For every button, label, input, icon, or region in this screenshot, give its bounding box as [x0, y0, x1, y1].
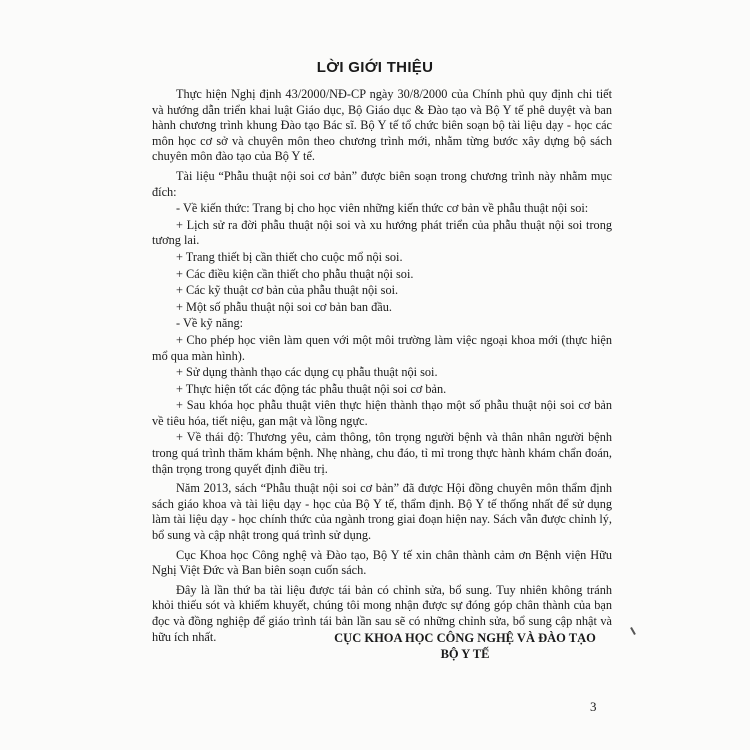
list-item: + Một số phẫu thuật nội soi cơ bản ban đầu.	[176, 299, 392, 314]
page-title: LỜI GIỚI THIỆU	[316, 59, 434, 76]
list-item: + Sử dụng thành thạo các dụng cụ phẫu thuật nội soi.	[176, 365, 438, 380]
signature-line-1: CỤC KHOA HỌC CÔNG NGHỆ VÀ ĐÀO TẠO	[334, 631, 596, 645]
paragraph-reprint: Đây là lần thứ ba tài liệu được tái bản có chỉnh sửa, bổ sung. Tuy nhiên không tránh khỏi thiếu sót và khiếm khuyết, chúng tôi mong nhận được sự đóng góp chân thành của bạn đọc và đồng nghiệp để giáo trình tái bản lần sau sẽ có những chỉnh sửa, bổ sung cập nhật và hữu ích nhất.	[152, 582, 612, 644]
paragraph-intro: Thực hiện Nghị định 43/2000/NĐ-CP ngày 30/8/2000 của Chính phủ quy định chi tiết và hướng dẫn triển khai luật Giáo dục, Bộ Giáo dục & Đào tạo và Bộ Y tế phê duyệt và ban hành chương trình khung Đào tạo Bác sĩ. Bộ Y tế tổ chức biên soạn bộ tài liệu dạy - học các môn học cơ sở và chuyên môn theo chương trình mới, nhằm từng bước xây dựng bộ sách chuyên môn đào tạo của Bộ Y tế.	[152, 87, 612, 164]
paragraph-purpose: Tài liệu “Phẫu thuật nội soi cơ bản” được biên soạn trong chương trình này nhằm mục đích:	[152, 168, 612, 199]
body-text	[152, 87, 612, 649]
pen-mark	[630, 627, 636, 635]
signature-line-2: BỘ Y TẾ	[440, 647, 490, 661]
list-item: + Lịch sử ra đời phẫu thuật nội soi và xu hướng phát triển của phẫu thuật nội soi trong tương lai.	[152, 217, 612, 248]
paragraph-thanks: Cục Khoa học Công nghệ và Đào tạo, Bộ Y tế xin chân thành cảm ơn Bệnh viện Hữu Nghị Việt Đức và Ban biên soạn cuốn sách.	[152, 547, 612, 578]
list-item: + Thực hiện tốt các động tác phẫu thuật nội soi cơ bản.	[176, 381, 447, 396]
list-item: + Các kỹ thuật cơ bản của phẫu thuật nội soi.	[176, 283, 399, 298]
paragraph-knowledge: - Về kiến thức: Trang bị cho học viên những kiến thức cơ bản về phẫu thuật nội soi:	[176, 201, 589, 216]
paragraph-approval: Năm 2013, sách “Phẫu thuật nội soi cơ bản” đã được Hội đồng chuyên môn thẩm định sách giáo khoa và tài liệu dạy - học của Bộ Y tế, thẩm định. Bộ Y tế thống nhất để sử dụng làm tài liệu dạy - học chính thức của ngành trong giai đoạn hiện nay. Sách vẫn được chỉnh lý, bổ sung và cập nhật trong quá trình sử dụng.	[152, 481, 612, 543]
paragraph-skills: - Về kỹ năng:	[176, 316, 244, 331]
list-item: + Cho phép học viên làm quen với một môi trường làm việc ngoại khoa mới (thực hiện mổ qua màn hình).	[152, 332, 612, 363]
page-number: 3	[590, 699, 597, 714]
list-item: + Các điều kiện cần thiết cho phẫu thuật nội soi.	[176, 266, 414, 281]
paragraph-attitude: + Về thái độ: Thương yêu, cảm thông, tôn trọng người bệnh và thân nhân người bệnh trong quá trình thăm khám bệnh. Nhẹ nhàng, chu đáo, tỉ mỉ trong thực hành khám chẩn đoán, thận trọng trong quyết định điều trị.	[152, 430, 612, 476]
list-item: + Sau khóa học phẫu thuật viên thực hiện thành thạo một số phẫu thuật nội soi cơ bản về tiêu hóa, tiết niệu, gan mật và lồng ngực.	[152, 398, 612, 428]
list-item: + Trang thiết bị cần thiết cho cuộc mổ nội soi.	[176, 249, 403, 264]
signature-block	[300, 630, 630, 662]
